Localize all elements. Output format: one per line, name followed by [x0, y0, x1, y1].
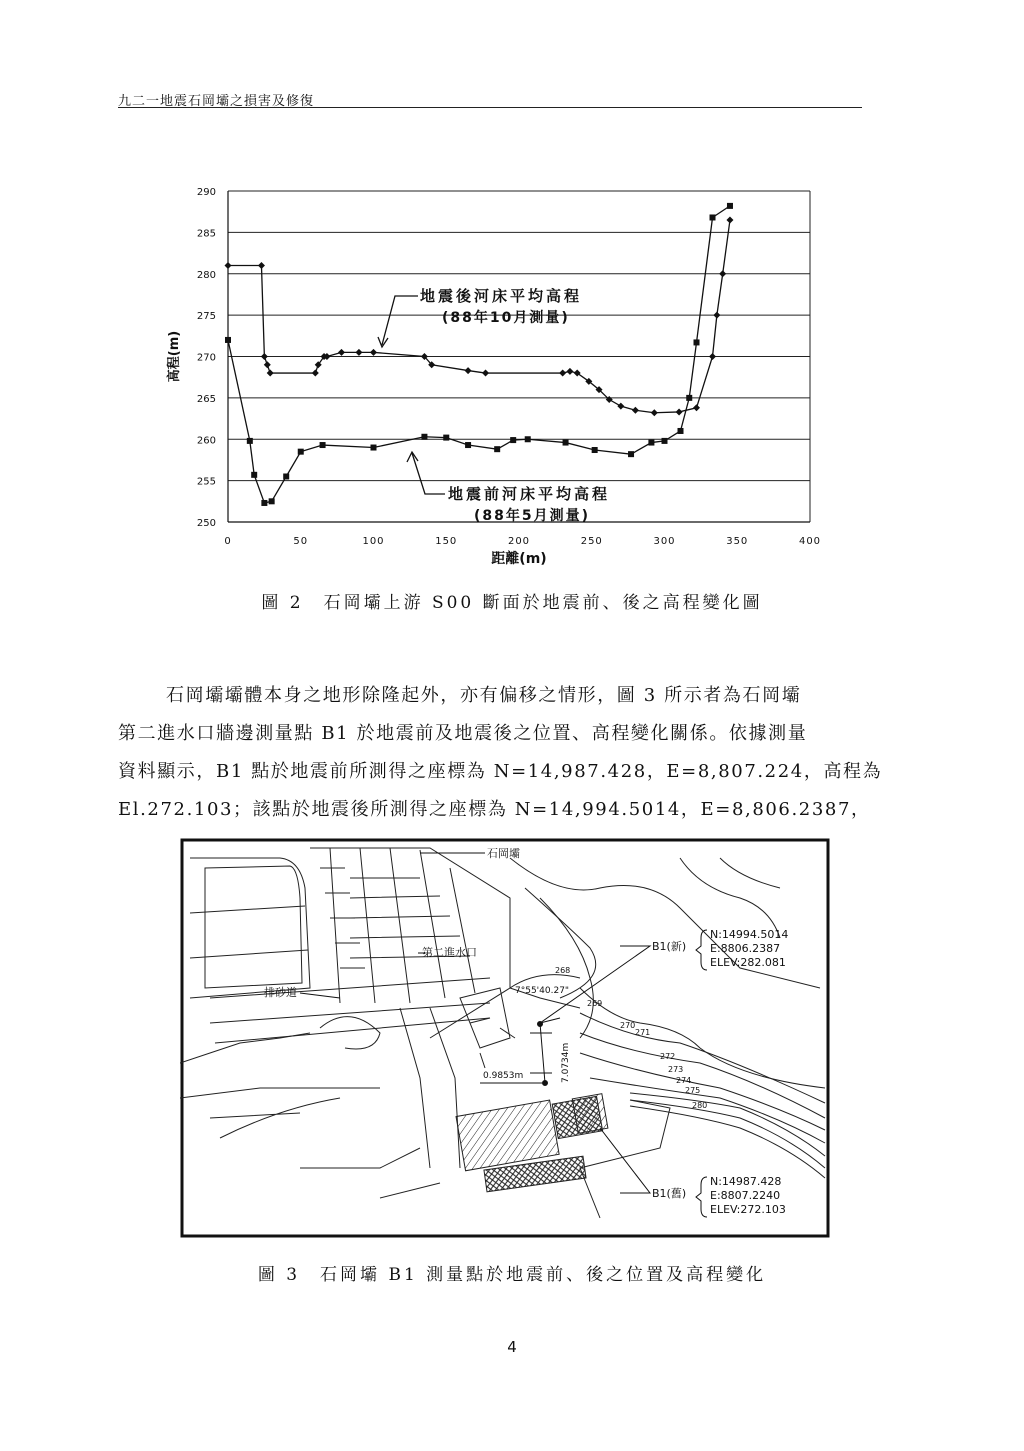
data-point	[709, 353, 716, 360]
data-point	[465, 442, 471, 448]
elevation-chart	[150, 175, 840, 570]
series-sublabel-before: (88年5月測量)	[474, 508, 591, 524]
shift-n-label: 7.0734m	[561, 1042, 571, 1083]
data-point	[592, 447, 598, 453]
data-point	[559, 370, 566, 377]
contour-label: 275	[685, 1086, 701, 1095]
data-point	[719, 270, 726, 277]
annotation-leader	[382, 296, 418, 345]
data-point	[443, 435, 449, 441]
data-point	[261, 500, 267, 506]
data-point	[694, 339, 700, 345]
data-point	[283, 473, 289, 479]
b1-old-elev: ELEV:272.103	[710, 1203, 786, 1216]
paragraph-line: El.272.103；該點於地震後所測得之座標為 N=14,994.5014，E=8,806.2387，	[118, 799, 871, 820]
paragraph-line: 資料顯示，B1 點於地震前所測得之座標為 N=14,987.428，E=8,807.224，高程為	[118, 761, 883, 782]
y-axis-label: 高程(m)	[167, 330, 182, 383]
y-tick-label: 280	[196, 269, 216, 281]
data-point	[312, 370, 319, 377]
data-point	[713, 312, 720, 319]
data-point	[247, 438, 253, 444]
data-point	[628, 451, 634, 457]
paragraph-line: 石岡壩壩體本身之地形除隆起外，亦有偏移之情形，圖 3 所示者為石岡壩	[166, 685, 802, 706]
data-point	[525, 436, 531, 442]
y-tick-label: 255	[196, 476, 216, 488]
data-point	[510, 437, 516, 443]
data-point	[225, 337, 231, 343]
contour-label: 270	[620, 1021, 636, 1030]
data-point	[617, 403, 624, 410]
series-label-after: 地震後河床平均高程	[420, 287, 583, 305]
chart-grid	[228, 191, 810, 522]
data-point	[251, 472, 257, 478]
y-tick-label: 290	[196, 187, 216, 198]
angle-label: 7°55'40.27"	[515, 986, 570, 996]
data-point	[269, 498, 275, 504]
contour-label: 268	[555, 966, 571, 975]
data-point	[648, 440, 654, 446]
data-point	[686, 395, 692, 401]
figure-2-caption: 圖 2 石岡壩上游 S00 斷面於地震前、後之高程變化圖	[261, 593, 763, 613]
body-paragraph	[118, 677, 883, 829]
data-point	[678, 428, 684, 434]
brace-marks	[696, 930, 707, 1217]
page-number: 4	[507, 1338, 517, 1356]
paragraph-line: 第二進水口牆邊測量點 B1 於地震前及地震後之位置、高程變化關係。依據測量	[118, 723, 808, 744]
data-point	[421, 434, 427, 440]
data-point	[320, 442, 326, 448]
x-axis-label: 距離(m)	[491, 551, 547, 567]
b1-new-label: B1(新)	[652, 940, 687, 953]
data-point	[225, 262, 232, 269]
data-point	[267, 370, 274, 377]
data-point	[662, 438, 668, 444]
shift-e-label: 0.9853m	[483, 1071, 524, 1081]
y-tick-label: 285	[196, 228, 216, 240]
hatched-structures	[456, 1094, 608, 1192]
y-tick-label: 270	[196, 352, 216, 364]
data-point	[632, 407, 639, 414]
x-tick-label: 300	[653, 536, 676, 547]
sluice-label: 排砂道	[264, 986, 297, 999]
x-tick-label: 400	[798, 536, 822, 547]
data-point	[563, 440, 569, 446]
data-point	[676, 408, 683, 415]
data-point	[370, 349, 377, 356]
dam-survey-map	[180, 838, 830, 1238]
contour-label: 271	[635, 1028, 651, 1037]
data-point	[258, 262, 265, 269]
dam-label: 石岡壩	[487, 847, 520, 860]
b1-old-n: N:14987.428	[710, 1175, 782, 1188]
figure-3-caption: 圖 3 石岡壩 B1 測量點於地震前、後之位置及高程變化	[257, 1265, 767, 1285]
header-rule	[118, 107, 862, 108]
series-sublabel-after: (88年10月測量)	[442, 310, 570, 326]
data-point	[566, 368, 573, 375]
data-point	[371, 445, 377, 451]
data-point	[465, 367, 472, 374]
chart-series	[225, 203, 734, 506]
data-point	[693, 404, 700, 411]
data-point	[727, 203, 733, 209]
contour-label: 272	[660, 1052, 676, 1061]
data-point	[494, 446, 500, 452]
y-tick-label: 275	[196, 311, 216, 323]
b1-new-elev: ELEV:282.081	[710, 956, 786, 969]
b1-new-e: E:8806.2387	[710, 942, 781, 955]
contour-label: 280	[692, 1101, 708, 1110]
data-point	[338, 349, 345, 356]
y-tick-label: 250	[196, 518, 216, 529]
x-tick-label: 200	[507, 536, 531, 547]
x-tick-label: 350	[726, 536, 749, 547]
b1-new-n: N:14994.5014	[710, 928, 789, 941]
running-header: 九二一地震石岡壩之損害及修復	[118, 94, 315, 109]
contour-label: 274	[676, 1076, 692, 1085]
data-point	[355, 349, 362, 356]
series-line	[228, 206, 730, 503]
x-tick-label: 150	[435, 536, 458, 547]
data-point	[261, 353, 268, 360]
x-tick-label: 0	[224, 536, 232, 547]
data-point	[651, 409, 658, 416]
contour-label: 273	[668, 1065, 684, 1074]
data-point	[264, 361, 271, 368]
y-tick-label: 260	[196, 435, 216, 447]
contour-label: 269	[587, 999, 603, 1008]
chart-annotations	[378, 287, 610, 524]
intake-label: 第二進水口	[422, 946, 477, 959]
data-point	[726, 216, 733, 223]
x-tick-label: 250	[580, 536, 603, 547]
data-point	[482, 370, 489, 377]
x-tick-label: 50	[293, 536, 309, 547]
data-point	[298, 449, 304, 455]
series-label-before: 地震前河床平均高程	[448, 485, 611, 503]
annotation-arrow	[407, 452, 418, 462]
b1-old-label: B1(舊)	[652, 1187, 687, 1200]
b1-old-e: E:8807.2240	[710, 1189, 781, 1202]
data-point	[710, 214, 716, 220]
y-tick-label: 265	[196, 393, 216, 405]
x-tick-label: 100	[362, 536, 385, 547]
